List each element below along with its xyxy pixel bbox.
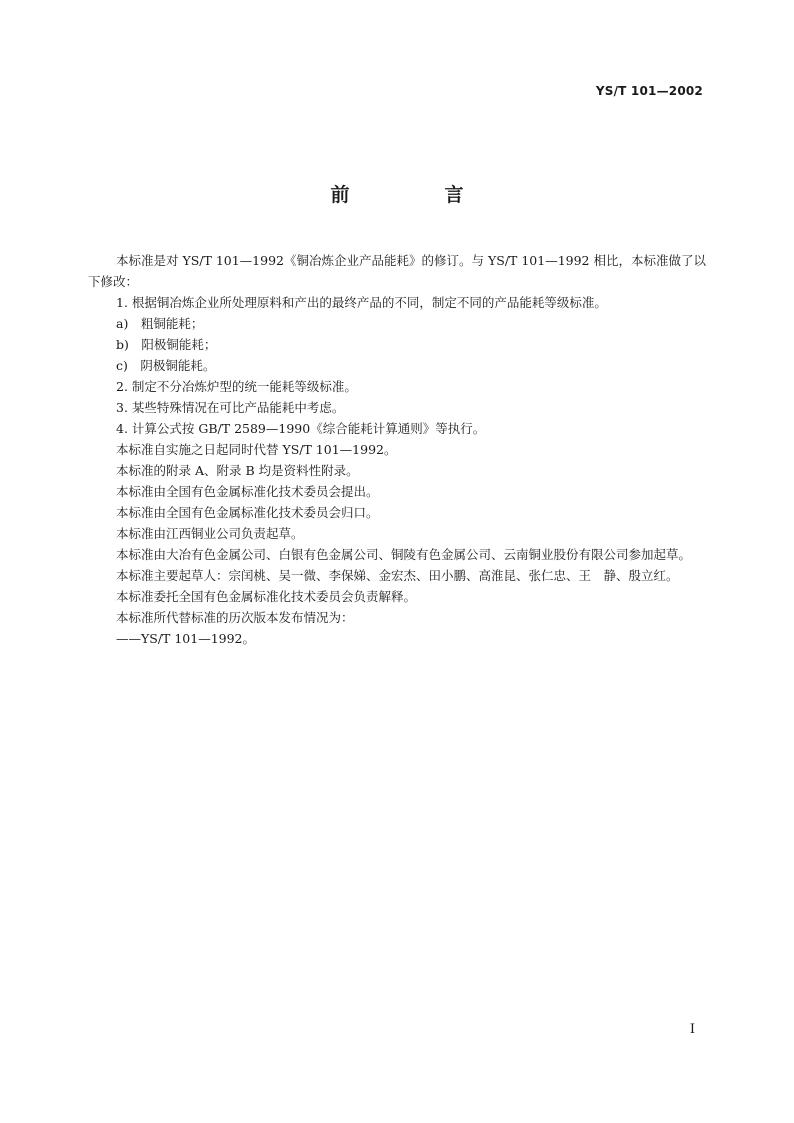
foreword-body [88, 250, 706, 649]
paragraph-interpretation: 本标准委托全国有色金属标准化技术委员会负责解释。 [116, 589, 417, 604]
page-number: I [689, 1022, 695, 1037]
paragraph-subitem-a: a) 粗铜能耗； [116, 316, 204, 331]
paragraph-history-intro: 本标准所代替标准的历次版本发布情况为： [116, 610, 354, 625]
paragraph-managed-by: 本标准由全国有色金属标准化技术委员会归口。 [116, 505, 379, 520]
paragraph-history-item: ——YS/T 101—1992。 [116, 631, 256, 646]
paragraph-proposed-by: 本标准由全国有色金属标准化技术委员会提出。 [116, 484, 379, 499]
paragraph-item-3: 3. 某些特殊情况在可比产品能耗中考虑。 [116, 400, 345, 415]
paragraph-annexes: 本标准的附录 A、附录 B 均是资料性附录。 [116, 463, 359, 478]
paragraph-intro: 本标准是对 YS/T 101—1992《铜冶炼企业产品能耗》的修订。与 YS/T 101—1992 相比，本标准做了以下修改： [88, 253, 706, 289]
paragraph-participants: 本标准由大冶有色金属公司、白银有色金属公司、铜陵有色金属公司、云南铜业股份有限公司参加起草。 [116, 547, 692, 562]
standard-code: YS/T 101—2002 [595, 84, 703, 98]
paragraph-drafters: 本标准主要起草人：宗闰桃、吴一微、李保娣、金宏杰、田小鹏、高淮昆、张仁忠、王 静、殷立红。 [116, 568, 679, 583]
paragraph-item-1: 1. 根据铜冶炼企业所处理原料和产出的最终产品的不同，制定不同的产品能耗等级标准。 [116, 295, 607, 310]
page-title: 前 言 [330, 184, 502, 206]
paragraph-item-4: 4. 计算公式按 GB/T 2589—1990《综合能耗计算通则》等执行。 [116, 421, 486, 436]
paragraph-drafted-by: 本标准由江西铜业公司负责起草。 [116, 526, 304, 541]
paragraph-item-2: 2. 制定不分冶炼炉型的统一能耗等级标准。 [116, 379, 357, 394]
paragraph-subitem-b: b) 阳极铜能耗； [116, 337, 217, 352]
paragraph-subitem-c: c) 阴极铜能耗。 [116, 358, 216, 373]
paragraph-replaces: 本标准自实施之日起同时代替 YS/T 101—1992。 [116, 442, 397, 457]
